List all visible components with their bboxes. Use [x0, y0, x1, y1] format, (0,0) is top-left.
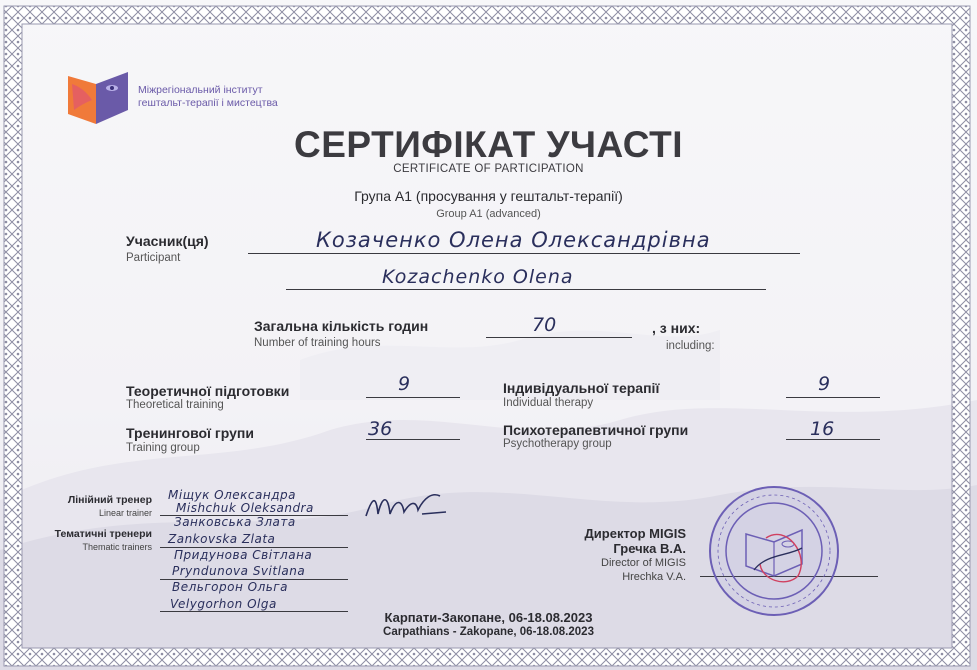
trainer-name-6: Pryndunova Svitlana — [172, 564, 306, 578]
psychotherapy-label: Психотерапевтичної групи — [503, 422, 689, 438]
training-group-value: 36 — [368, 418, 393, 440]
individual-value: 9 — [818, 373, 831, 395]
participant-label-en: Participant — [126, 252, 181, 264]
place-date-ua: Карпати-Закопане, 06-18.08.2023 — [384, 610, 593, 625]
institute-name-line1: Міжрегіональний інститут — [138, 84, 263, 96]
theoretical-value: 9 — [398, 373, 411, 395]
group-title — [0, 188, 977, 204]
total-hours-value: 70 — [532, 314, 557, 336]
thematic-trainers-label-en: Thematic trainers — [82, 542, 152, 552]
individual-label: Індивідуальної терапії — [503, 380, 660, 396]
psychotherapy-line — [786, 439, 880, 440]
director-name: Гречка В.А. — [613, 541, 686, 556]
participant-name-ua: Козаченко Олена Олександрівна — [316, 228, 711, 252]
trainer-name-5: Придунова Світлана — [174, 548, 313, 562]
trainer-name-1: Міщук Олександра — [168, 488, 296, 502]
trainer-name-3: Занковська Злата — [174, 515, 296, 529]
institute-name-line2: гештальт-терапії і мистецтва — [138, 97, 278, 109]
institute-name — [138, 84, 278, 110]
psychotherapy-label-en: Psychotherapy group — [503, 438, 612, 450]
training-group-label-en: Training group — [126, 442, 200, 454]
linear-trainer-label: Лінійний тренер — [67, 494, 152, 506]
total-hours-line — [486, 337, 632, 338]
theoretical-line — [366, 397, 460, 398]
total-hours-label-en: Number of training hours — [254, 337, 381, 349]
official-stamp-icon — [706, 484, 842, 618]
training-group-label: Тренингової групи — [126, 425, 254, 441]
certificate-subtitle: CERTIFICATE OF PARTICIPATION — [393, 163, 584, 175]
total-hours-label: Загальна кількість годин — [254, 318, 429, 334]
theoretical-label: Теоретичної підготовки — [126, 383, 290, 399]
linear-trainer-label-en: Linear trainer — [98, 508, 152, 518]
including-label: , з них: — [652, 320, 701, 336]
director-title-en: Director of MIGIS — [601, 557, 686, 569]
participant-label: Учасник(ця) — [126, 233, 209, 249]
psychotherapy-value: 16 — [810, 418, 835, 440]
trainer-name-4: Zankovska Zlata — [168, 532, 276, 546]
training-group-line — [366, 439, 460, 440]
trainer-name-8: Velygorhon Olga — [170, 597, 277, 611]
individual-label-en: Individual therapy — [503, 397, 594, 409]
individual-line — [786, 397, 880, 398]
institute-logo-icon — [66, 70, 134, 126]
group-title-ua: Група А1 (просування у гештальт-терапії) — [354, 188, 623, 204]
theoretical-label-en: Theoretical training — [126, 399, 224, 411]
participant-name-en: Kozachenko Olena — [382, 266, 574, 288]
participant-line-2 — [286, 289, 766, 290]
place-date-en: Carpathians - Zakopane, 06-18.08.2023 — [383, 626, 594, 638]
including-label-en: including: — [666, 340, 715, 352]
participant-line-1 — [248, 253, 800, 254]
trainer-name-2: Mishchuk Oleksandra — [176, 501, 314, 515]
director-name-en: Hrechka V.A. — [622, 571, 686, 583]
director-title: Директор MIGIS — [584, 526, 686, 541]
linear-trainer-signature-icon — [362, 488, 448, 522]
certificate-title: СЕРТИФІКАТ УЧАСТІ — [294, 124, 683, 165]
trainer-name-7: Вельгорон Ольга — [172, 580, 288, 594]
group-title-en: Group A1 (advanced) — [436, 208, 541, 220]
thematic-trainers-label: Тематичні тренери — [54, 528, 152, 540]
